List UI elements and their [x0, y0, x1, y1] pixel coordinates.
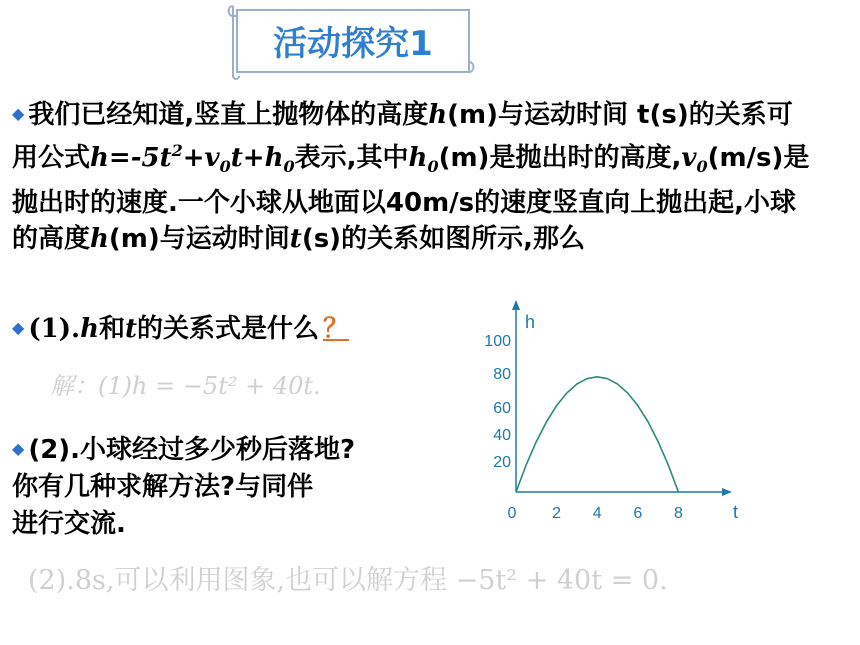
q2-line-2: 你有几种求解方法?与同伴	[12, 472, 314, 502]
title-banner	[223, 2, 475, 80]
height-time-chart	[470, 295, 770, 535]
page-title: 活动探究1	[273, 24, 433, 64]
tick-labels	[484, 333, 683, 522]
formula	[90, 141, 295, 176]
trajectory-curve	[516, 377, 678, 492]
q2-line-3: 进行交流.	[12, 509, 126, 539]
answer-2: (2).8s,可以利用图象,也可以解方程 −5t² + 40t = 0.	[28, 565, 668, 596]
y-tick-label: 20	[493, 454, 511, 471]
bullet-icon: ◆	[12, 439, 25, 458]
intro-paragraph	[12, 96, 812, 257]
var-h-2: h	[90, 224, 109, 254]
q1-text: 的关系式是什么	[137, 314, 320, 344]
y-tick-label: 100	[484, 333, 511, 350]
x-tick-label: 4	[592, 505, 602, 522]
formula-h-sub: 0	[283, 157, 295, 176]
formula-square: 2	[171, 141, 183, 160]
y-axis-arrow-icon	[512, 300, 520, 310]
q1-and: 和	[98, 314, 125, 344]
intro-text-1: 我们已经知道,竖直上抛物体的高度	[28, 100, 429, 130]
unit-m-3: (m)	[108, 224, 160, 254]
intro-text-6: 是抛出时的速度.一个小球从地面以	[12, 143, 810, 218]
q1-var-t: t	[124, 314, 137, 344]
var-v0: v	[681, 143, 697, 173]
y-tick-label: 80	[493, 366, 511, 383]
y-tick-label: 60	[493, 400, 511, 417]
x-tick-label: 6	[633, 505, 643, 522]
intro-text-3: 的关系可用公式	[12, 100, 793, 173]
intro-text-9: 的关系如图所示,那么	[341, 224, 585, 254]
y-tick-label: 40	[493, 427, 511, 444]
var-h: h	[428, 100, 448, 130]
answer-1: 解：(1)h = −5t² + 40t.	[50, 372, 321, 400]
var-t: t	[289, 224, 302, 254]
question-1	[12, 310, 349, 347]
unit-ts: t(s)	[637, 100, 689, 130]
question-mark-link[interactable]: ？	[323, 314, 350, 344]
unit-s: (s)	[301, 224, 342, 254]
unit-m: (m)	[447, 100, 498, 130]
speed-value: 40m/s	[385, 188, 475, 218]
x-tick-label: 0	[507, 505, 517, 522]
unit-ms: (m/s)	[707, 143, 784, 173]
q1-var-h: h	[80, 314, 99, 344]
var-h0-sub: 0	[427, 157, 439, 176]
x-axis-arrow-icon	[722, 488, 732, 496]
intro-text-5: 是抛出时的高度,	[489, 143, 682, 173]
formula-plus-v: +v	[182, 143, 220, 173]
var-h0: h	[408, 143, 428, 173]
y-axis-label: h	[525, 312, 536, 332]
x-axis-label: t	[733, 502, 739, 522]
intro-text-8: 与运动时间	[159, 224, 290, 254]
unit-m-2: (m)	[438, 143, 490, 173]
bullet-icon: ◆	[12, 104, 25, 123]
formula-lhs: h=-5t	[90, 143, 172, 173]
intro-text-7: 的速度竖直向上抛出起,小球的高度	[12, 188, 797, 254]
q1-number: (1).	[28, 314, 81, 344]
intro-text-2: 与运动时间	[497, 100, 628, 130]
x-tick-label: 8	[673, 505, 683, 522]
x-tick-label: 2	[552, 505, 562, 522]
question-2	[12, 430, 452, 543]
formula-t-h: t+h	[230, 143, 284, 173]
q2-line-1: (2).小球经过多少秒后落地?	[28, 435, 356, 465]
intro-text-4: 表示,其中	[294, 143, 409, 173]
formula-v-sub: 0	[219, 157, 231, 176]
var-v0-sub: 0	[696, 157, 708, 176]
bullet-icon: ◆	[12, 318, 25, 337]
